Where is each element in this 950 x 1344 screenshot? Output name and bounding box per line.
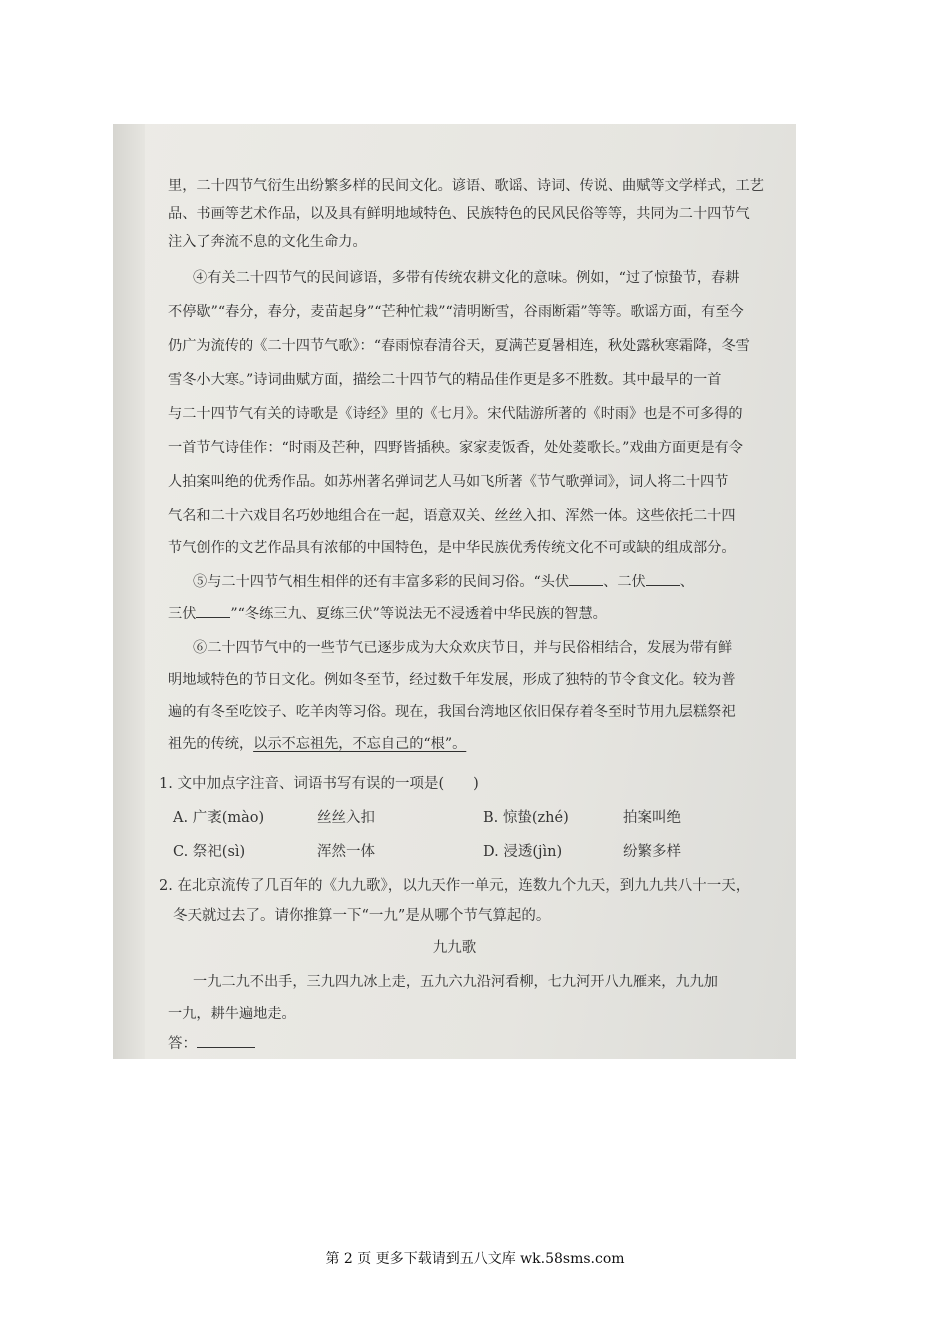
passage-line: 人拍案叫绝的优秀作品。如苏州著名弹词艺人马如飞所著《节气歌弹词》，词人将二十四节 — [168, 474, 729, 490]
option-d-label[interactable]: D. 浸透(jìn) — [483, 844, 563, 860]
passage-line: 里，二十四节气衍生出纷繁多样的民间文化。谚语、歌谣、诗词、传说、曲赋等文学样式，工艺 — [168, 178, 764, 194]
passage-line: ⑥二十四节气中的一些节气已逐步成为大众欢庆节日，并与民俗相结合，发展为带有鲜 — [193, 640, 733, 656]
passage-text-fragment: 祖先的传统， — [168, 736, 254, 752]
passage-line: 明地域特色的节日文化。例如冬至节，经过数千年发展，形成了独特的节令食文化。较为普 — [168, 672, 736, 688]
passage-line — [168, 600, 607, 628]
option-c-word: 浑然一体 — [317, 844, 375, 860]
option-d-word: 纷繁多样 — [623, 844, 681, 860]
passage-line: 气名和二十六戏目名巧妙地组合在一起，语意双关、丝丝入扣、浑然一体。这些依托二十四 — [168, 508, 736, 524]
passage-line — [168, 730, 466, 758]
question-2-stem: 2. 在北京流传了几百年的《九九歌》，以九天作一单元，连数九个九天，到九九共八十一天， — [159, 878, 751, 894]
poem-line: 一九，耕牛遍地走。 — [168, 1006, 296, 1022]
passage-line: 一首节气诗佳作：“时雨及芒种，四野皆插秧。家家麦饭香，处处菱歌长。”戏曲方面更是有令 — [168, 440, 743, 456]
passage-text-fragment: ”“冬练三九、夏练三伏”等说法无不浸透着中华民族的智慧。 — [230, 606, 607, 622]
passage-text-fragment: 、二伏 — [603, 574, 646, 590]
passage-line: 仍广为流传的《二十四节气歌》：“春雨惊春清谷天，夏满芒夏暑相连，秋处露秋寒霜降，冬雪 — [168, 338, 750, 354]
page-footer: 第 2 页 更多下载请到五八文库 wk.58sms.com — [325, 1251, 625, 1267]
fill-blank[interactable] — [569, 573, 603, 586]
fill-blank[interactable] — [196, 605, 230, 618]
passage-line: 不停歇”“春分，春分，麦苗起身”“芒种忙栽”“清明断雪，谷雨断霜”等等。歌谣方面，有至今 — [168, 304, 744, 320]
option-a-word: 丝丝入扣 — [317, 810, 375, 826]
poem-title: 九九歌 — [432, 940, 477, 956]
passage-line: ④有关二十四节气的民间谚语，多带有传统农耕文化的意味。例如，“过了惊蛰节，春耕 — [193, 270, 740, 286]
answer-label: 答： — [168, 1036, 197, 1052]
answer-field[interactable] — [197, 1035, 255, 1048]
option-a-label[interactable]: A. 广袤(mào) — [173, 810, 265, 826]
passage-line: ⑤与二十四节气相生相伴的还有丰富多彩的民间习俗。“头伏 、二伏 、 — [193, 574, 694, 590]
passage-text-fragment: 三伏 — [168, 606, 197, 622]
fill-blank[interactable] — [646, 573, 680, 586]
question-1-stem: 1. 文中加点字注音、词语书写有误的一项是( ) — [159, 776, 479, 792]
scanned-exam-page — [113, 124, 796, 1059]
option-b-word: 拍案叫绝 — [623, 810, 681, 826]
poem-line: 一九二九不出手，三九四九冰上走，五九六九沿河看柳，七九河开八九雁来，九九加 — [193, 974, 718, 990]
passage-line: 与二十四节气有关的诗歌是《诗经》里的《七月》。宋代陆游所著的《时雨》也是不可多得的 — [168, 406, 743, 422]
question-2-stem: 冬天就过去了。请你推算一下“一九”是从哪个节气算起的。 — [173, 908, 551, 924]
passage-line: 雪冬小大寒。”诗词曲赋方面，描绘二十四节气的精品佳作更是多不胜数。其中最早的一首 — [168, 372, 722, 388]
passage-line: 品、书画等艺术作品，以及具有鲜明地域特色、民族特色的民风民俗等等，共同为二十四节气 — [168, 206, 750, 222]
passage-line: 遍的有冬至吃饺子、吃羊肉等习俗。现在，我国台湾地区依旧保存着冬至时节用九层糕祭祀 — [168, 704, 736, 720]
option-b-label[interactable]: B. 惊蛰(zhé) — [483, 810, 569, 826]
passage-line: 注入了奔流不息的文化生命力。 — [168, 234, 367, 250]
passage-line: 节气创作的文艺作品具有浓郁的中国特色，是中华民族优秀传统文化不可或缺的组成部分。 — [168, 540, 736, 556]
passage-text — [113, 124, 796, 1059]
passage-text-fragment: ⑤与二十四节气相生相伴的还有丰富多彩的民间习俗。“头伏 — [193, 574, 570, 590]
answer-row — [168, 1030, 255, 1058]
underlined-sentence: 以示不忘祖先，不忘自己的“根”。 — [253, 736, 467, 752]
option-c-label[interactable]: C. 祭祀(sì) — [173, 844, 246, 860]
